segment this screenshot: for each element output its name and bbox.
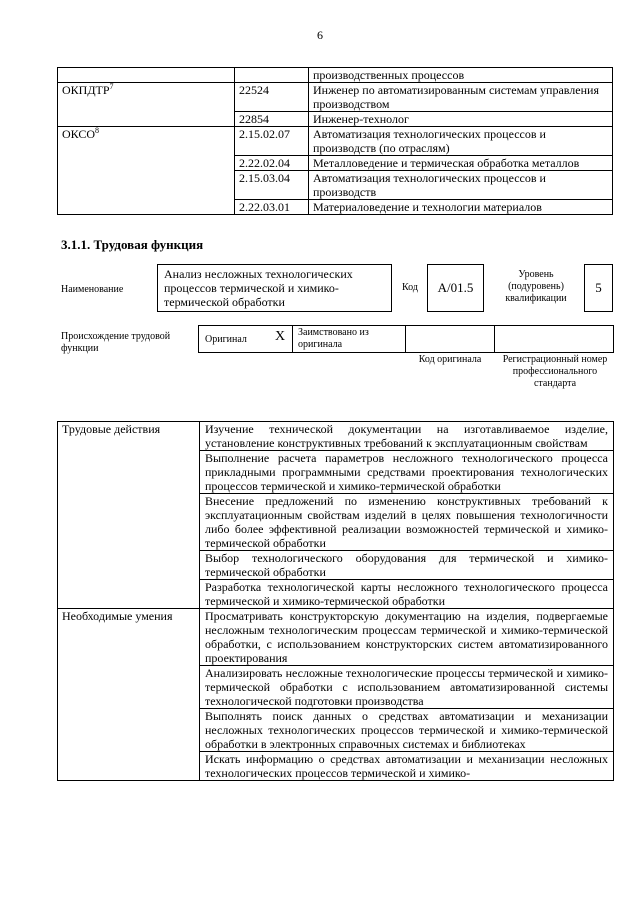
- page-number: 6: [317, 28, 323, 42]
- details-row: [58, 609, 614, 666]
- classifier-code: 2.22.02.04: [235, 156, 309, 171]
- classifier-title: Инженер-технолог: [309, 112, 613, 127]
- classifier-name: ОКПДТР: [62, 83, 110, 97]
- details-item: Изучение технической документации на изготавливаемое изделие, установление конструктивных требований к эксплуатационным свойствам: [200, 422, 614, 451]
- classifier-name: ОКСО: [62, 127, 96, 141]
- footnote-ref: 8: [95, 126, 100, 135]
- footnote-ref: 7: [109, 82, 114, 91]
- details-item: Выполнение расчета параметров несложного технологического процесса прикладными программными средствами проектирования технологических процессов термической и химико-термической обработки: [200, 451, 614, 494]
- codes-row: [58, 68, 613, 83]
- original-label: Оригинал: [205, 334, 247, 345]
- code-original-box: [405, 325, 495, 353]
- details-item: Выполнять поиск данных о средствах автоматизации и механизации несложных технологических процессов термической и химико-термической обработки в электронных справочных системах и библиотеках: [200, 709, 614, 752]
- details-category: Трудовые действия: [58, 422, 200, 609]
- classifier-code: 2.22.03.01: [235, 200, 309, 215]
- details-item: Искать информацию о средствах автоматизации и механизации несложных технологических процессов термической и химико-: [200, 752, 614, 781]
- classifier-code: 2.15.03.04: [235, 171, 309, 200]
- original-box: [198, 325, 293, 353]
- classifier-label: [58, 83, 235, 127]
- function-code: A/01.5: [437, 280, 474, 295]
- classifier-title: производственных процессов: [309, 68, 613, 83]
- level-box: [584, 264, 613, 312]
- classifier-title: Автоматизация технологических процессов и производств: [309, 171, 613, 200]
- classifier-title: Металловедение и термическая обработка металлов: [309, 156, 613, 171]
- function-name: Анализ несложных технологических процессов термической и химико-термической обработки: [164, 267, 353, 309]
- classifier-title: Материаловедение и технологии материалов: [309, 200, 613, 215]
- classifier-label: [58, 68, 235, 83]
- classifier-title: Автоматизация технологических процессов и производств (по отраслям): [309, 127, 613, 156]
- name-label: Наименование: [61, 284, 124, 295]
- borrowed-box: [292, 325, 406, 353]
- codes-row: [58, 127, 613, 156]
- classifier-code: 2.15.02.07: [235, 127, 309, 156]
- reg-number-box: [494, 325, 614, 353]
- classifier-code: [235, 68, 309, 83]
- details-item: Выбор технологического оборудования для термической и химико-термической обработки: [200, 551, 614, 580]
- details-table: [57, 421, 614, 781]
- function-name-box: [157, 264, 392, 312]
- codes-row: [58, 83, 613, 112]
- details-category: Необходимые умения: [58, 609, 200, 781]
- classifier-code: 22854: [235, 112, 309, 127]
- details-item: Анализировать несложные технологические процессы термической и химико-термической обработки с использованием автоматизированной системы технологической подготовки производства: [200, 666, 614, 709]
- level-label: Уровень (подуровень) квалификации: [505, 269, 567, 304]
- details-item: Разработка технологической карты несложного технологического процесса термической и химико-термической обработки: [200, 580, 614, 609]
- codes-table: [57, 67, 613, 215]
- origin-label: Происхождение трудовой функции: [61, 331, 171, 354]
- original-mark: X: [275, 329, 286, 344]
- classifier-title: Инженер по автоматизированным системам управления производством: [309, 83, 613, 112]
- code-label: Код: [402, 282, 418, 293]
- details-item: Просматривать конструкторскую документацию на изделия, подвергаемые несложным технологическим процессам термической и химико-термической обработки, с использованием конструкторских систем автоматизированного проектирования: [200, 609, 614, 666]
- code-original-label: Код оригинала: [418, 354, 482, 365]
- reg-number-label: Регистрационный номер профессионального стандарта: [502, 354, 608, 389]
- section-title: 3.1.1. Трудовая функция: [61, 237, 204, 252]
- classifier-label: [58, 127, 235, 215]
- details-row: [58, 422, 614, 451]
- borrowed-label: Заимствовано из оригинала: [298, 327, 369, 350]
- classifier-code: 22524: [235, 83, 309, 112]
- details-item: Внесение предложений по изменению конструктивных требований к эксплуатационным свойствам изделий в целях повышения технологичности либо более эффективной реализации возможностей термической и химико-термической обработки: [200, 494, 614, 551]
- level-value: 5: [595, 280, 602, 295]
- function-code-box: [427, 264, 484, 312]
